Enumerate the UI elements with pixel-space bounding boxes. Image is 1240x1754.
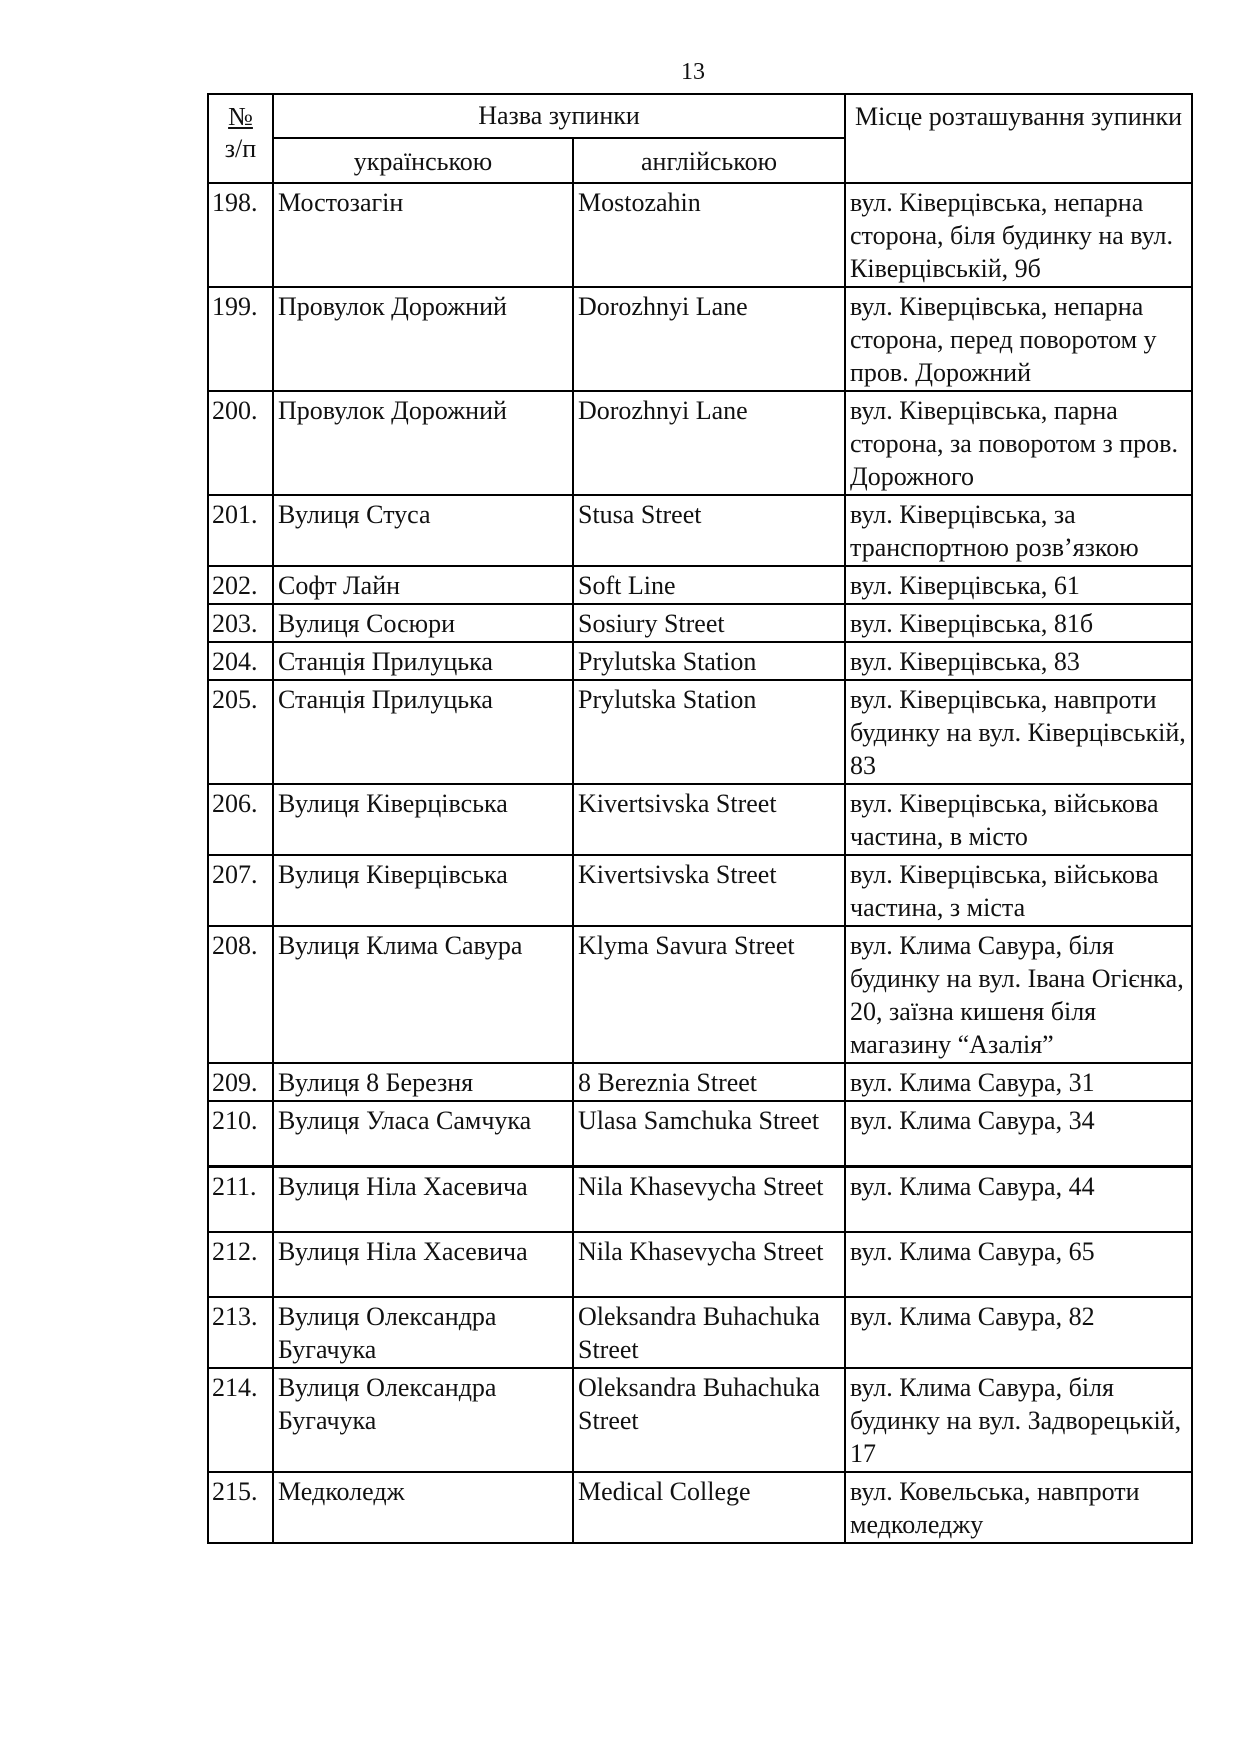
row-number: 198. — [208, 183, 273, 287]
stop-location: вул. Клима Савура, 44 — [845, 1167, 1192, 1233]
stop-name-english: Prylutska Station — [573, 642, 845, 680]
stop-location: вул. Ківерцівська, військова частина, в місто — [845, 784, 1192, 855]
stop-location: вул. Клима Савура, 31 — [845, 1063, 1192, 1101]
stop-name-english: 8 Bereznia Street — [573, 1063, 845, 1101]
table-row — [208, 784, 1192, 855]
stop-location: вул. Ківерцівська, 61 — [845, 566, 1192, 604]
stop-location: вул. Ковельська, навпроти медколеджу — [845, 1472, 1192, 1543]
table-row — [208, 391, 1192, 495]
stop-name-ukrainian: Медколедж — [273, 1472, 573, 1543]
table-row — [208, 1101, 1192, 1167]
header-ukrainian: українською — [273, 138, 573, 183]
stop-name-english: Kivertsivska Street — [573, 784, 845, 855]
row-number: 209. — [208, 1063, 273, 1101]
row-number: 215. — [208, 1472, 273, 1543]
stop-name-english: Ulasa Samchuka Street — [573, 1101, 845, 1167]
stop-name-ukrainian: Вулиця Ківерцівська — [273, 855, 573, 926]
row-number: 206. — [208, 784, 273, 855]
header-location: Місце розташування зупинки — [845, 94, 1192, 183]
stop-location: вул. Клима Савура, 82 — [845, 1297, 1192, 1368]
row-number: 200. — [208, 391, 273, 495]
stop-location: вул. Ківерцівська, військова частина, з міста — [845, 855, 1192, 926]
stop-name-english: Prylutska Station — [573, 680, 845, 784]
table-row — [208, 183, 1192, 287]
stop-location: вул. Ківерцівська, навпроти будинку на вул. Ківерцівській, 83 — [845, 680, 1192, 784]
row-number: 207. — [208, 855, 273, 926]
stop-name-ukrainian: Провулок Дорожний — [273, 287, 573, 391]
stop-location: вул. Клима Савура, 34 — [845, 1101, 1192, 1167]
stop-name-ukrainian: Станція Прилуцька — [273, 642, 573, 680]
stop-name-english: Dorozhnyi Lane — [573, 287, 845, 391]
header-number — [208, 94, 273, 183]
table-row — [208, 1167, 1192, 1233]
table-row — [208, 855, 1192, 926]
stop-name-english: Dorozhnyi Lane — [573, 391, 845, 495]
stop-name-ukrainian: Вулиця Клима Савура — [273, 926, 573, 1063]
page-number: 13 — [681, 59, 705, 85]
row-number: 214. — [208, 1368, 273, 1472]
row-number: 205. — [208, 680, 273, 784]
row-number: 199. — [208, 287, 273, 391]
stop-name-ukrainian: Вулиця Ніла Хасевича — [273, 1167, 573, 1233]
header-english: англійською — [573, 138, 845, 183]
stop-name-english: Soft Line — [573, 566, 845, 604]
stop-name-ukrainian: Вулиця Ківерцівська — [273, 784, 573, 855]
stop-name-ukrainian: Вулиця Олександра Бугачука — [273, 1297, 573, 1368]
stop-name-english: Mostozahin — [573, 183, 845, 287]
stop-name-english: Medical College — [573, 1472, 845, 1543]
row-number: 213. — [208, 1297, 273, 1368]
stop-location: вул. Ківерцівська, непарна сторона, перед поворотом у пров. Дорожний — [845, 287, 1192, 391]
stop-name-english: Nila Khasevycha Street — [573, 1167, 845, 1233]
stop-name-ukrainian: Станція Прилуцька — [273, 680, 573, 784]
header-stop-name: Назва зупинки — [273, 94, 845, 138]
stop-name-ukrainian: Вулиця Ніла Хасевича — [273, 1232, 573, 1297]
table-header-row — [208, 94, 1192, 138]
row-number: 202. — [208, 566, 273, 604]
row-number: 201. — [208, 495, 273, 566]
stop-location: вул. Ківерцівська, 81б — [845, 604, 1192, 642]
stop-location: вул. Клима Савура, біля будинку на вул. Задворецькій, 17 — [845, 1368, 1192, 1472]
table-row — [208, 566, 1192, 604]
stop-location: вул. Ківерцівська, за транспортною розв’язкою — [845, 495, 1192, 566]
stop-location: вул. Ківерцівська, парна сторона, за поворотом з пров. Дорожного — [845, 391, 1192, 495]
stop-name-ukrainian: Вулиця Уласа Самчука — [273, 1101, 573, 1167]
row-number: 208. — [208, 926, 273, 1063]
bus-stops-table — [207, 93, 1193, 1544]
stop-name-ukrainian: Провулок Дорожний — [273, 391, 573, 495]
table-row — [208, 1232, 1192, 1297]
row-number: 203. — [208, 604, 273, 642]
stop-name-ukrainian: Вулиця Сосюри — [273, 604, 573, 642]
header-number-sign: № — [228, 102, 253, 131]
stop-name-english: Oleksandra Buhachuka Street — [573, 1368, 845, 1472]
stop-name-english: Kivertsivska Street — [573, 855, 845, 926]
row-number: 212. — [208, 1232, 273, 1297]
stop-name-english: Nila Khasevycha Street — [573, 1232, 845, 1297]
stop-name-ukrainian: Софт Лайн — [273, 566, 573, 604]
stop-location: вул. Ківерцівська, 83 — [845, 642, 1192, 680]
row-number: 211. — [208, 1167, 273, 1233]
row-number: 210. — [208, 1101, 273, 1167]
stop-name-ukrainian: Вулиця Стуса — [273, 495, 573, 566]
table-row — [208, 1297, 1192, 1368]
table-row — [208, 495, 1192, 566]
table-row — [208, 680, 1192, 784]
stop-name-english: Stusa Street — [573, 495, 845, 566]
header-number-abbrev: з/п — [224, 134, 257, 163]
table-row — [208, 287, 1192, 391]
table-row — [208, 1472, 1192, 1543]
stop-name-english: Klyma Savura Street — [573, 926, 845, 1063]
row-number: 204. — [208, 642, 273, 680]
stop-location: вул. Ківерцівська, непарна сторона, біля будинку на вул. Ківерцівській, 9б — [845, 183, 1192, 287]
table-row — [208, 642, 1192, 680]
stop-name-english: Sosiury Street — [573, 604, 845, 642]
stop-location: вул. Клима Савура, біля будинку на вул. Івана Огієнка, 20, заїзна кишеня біля магазину “Азалія” — [845, 926, 1192, 1063]
table-row — [208, 1063, 1192, 1101]
stop-name-ukrainian: Вулиця Олександра Бугачука — [273, 1368, 573, 1472]
table-row — [208, 926, 1192, 1063]
stop-location: вул. Клима Савура, 65 — [845, 1232, 1192, 1297]
table-row — [208, 1368, 1192, 1472]
stop-name-ukrainian: Вулиця 8 Березня — [273, 1063, 573, 1101]
stop-name-english: Oleksandra Buhachuka Street — [573, 1297, 845, 1368]
table-row — [208, 604, 1192, 642]
stop-name-ukrainian: Мостозагін — [273, 183, 573, 287]
